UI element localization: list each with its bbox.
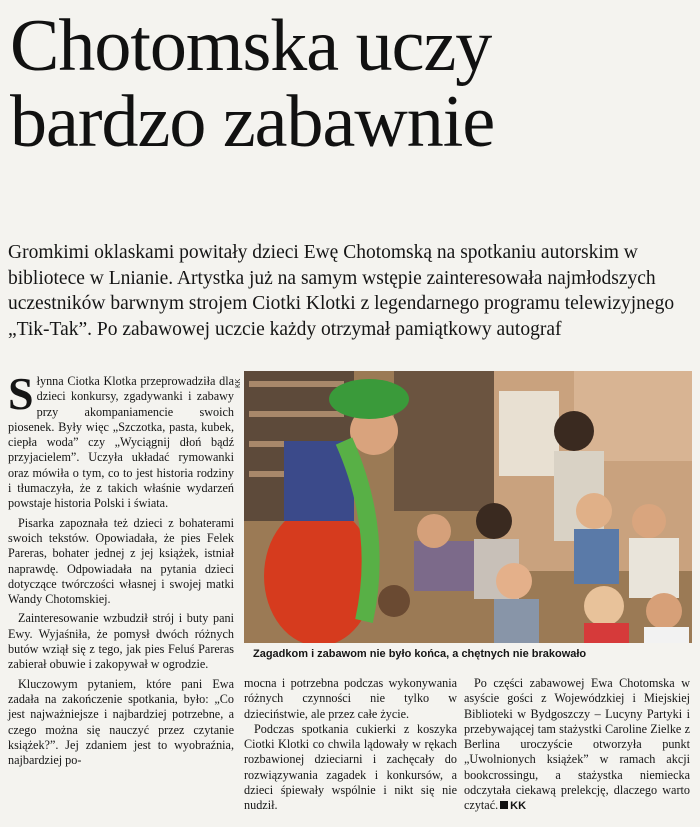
lead-text: Gromkimi oklaskami powitały dzieci Ewę Chotomską na spotkaniu autorskim w bibliotece w Lnianie. Artystka już na samym wstępie zainteresowała najmłodszych uczestników barwnym strojem Ciotki Klotki z legendarnego programu telewizyjnego „Tik-Tak”. Po zabawowej uczcie każdy otrzymał pamiątkowy autograf xyxy=(8,242,675,340)
body-column-2 xyxy=(244,676,457,814)
drop-cap: S xyxy=(8,368,34,419)
author-signature: KK xyxy=(510,800,527,813)
headline-line-2: bardzo zabawnie xyxy=(10,81,495,163)
lead-paragraph xyxy=(8,240,696,342)
headline-line-1: Chotomska uczy xyxy=(10,5,492,87)
body-paragraph: Kluczowym pytaniem, które pani Ewa zadała na zakończenie spotkania, było: „Co jest najważniejsze i najbardziej potrzebne, a czego można się nauczyć przez czytanie książek?”. Jej zdaniem jest to wyobraźnia, najbardziej po- xyxy=(8,676,234,768)
body-paragraph: Podczas spotkania cukierki z koszyka Ciotki Klotki co chwila lądowały w rękach rozbawionej dzieciarni i zachęcały do rozwiązywania zagadek i konkursów, a dzieci śpiewały wspólnie i nikt się nie nudził. xyxy=(244,721,457,813)
headline xyxy=(10,5,690,163)
body-paragraph: Pisarka zapoznała też dzieci z bohaterami swoich tekstów. Opowiadała, że pies Felek Pareras, bohater jednej z jej książek, istniał naprawdę. Odpowiadała na pytania dzieci dotyczące twórczości własnej i swojej matki Wandy Chotomskiej. xyxy=(8,515,234,607)
photo-caption: Zagadkom i zabawom nie było końca, a chętnych nie brakowało xyxy=(253,648,587,660)
body-paragraph: mocna i potrzebna podczas wykonywania różnych czynności nie tylko w dzieciństwie, ale przez całe życie. xyxy=(244,676,457,721)
body-paragraph-text: łynna Ciotka Klotka przeprowadziła dla dzieci konkursy, zgadywanki i zabawy przy akompaniamencie swoich piosenek. Były więc „Szczotka, pasta, kubek, ciepła woda” czy „Wyciągnij dłoń bądź przyjacielem”. Uczyła układać rymowanki oraz mówiła o tym, co to jest historia rodziny i tłumaczyła, że z takich właśnie wydarzeń powstaje historia Polski i świata. xyxy=(8,374,234,511)
body-paragraph xyxy=(464,676,690,815)
body-column-1 xyxy=(8,368,234,772)
body-paragraph xyxy=(8,368,234,512)
body-column-3 xyxy=(464,676,690,815)
body-paragraph-text: Po części zabawowej Ewa Chotomska w asyście gości z Wojewódzkiej i Miejskiej Biblioteki w Bydgoszczy – Lucyny Partyki i przebywającej tam stażystki Caroline Zielke z Berlina uroczyście otworzyła punkt „Uwolnionych książek” w ramach akcji bookcrossingu, a stażystka niemiecka odczytała ciekawą prelekcję, dlaczego warto czytać. xyxy=(464,676,690,813)
body-paragraph: Zainteresowanie wzbudził strój i buty pani Ewy. Wyjaśniła, że pomysł dwóch różnych butów wziął się z tego, jak pies Feluś Pareras zabierał obuwie i zakopywał w ogrodzie. xyxy=(8,611,234,672)
end-square-icon xyxy=(500,801,508,809)
photo-credit: KK xyxy=(235,378,242,388)
article-photo xyxy=(244,371,692,643)
